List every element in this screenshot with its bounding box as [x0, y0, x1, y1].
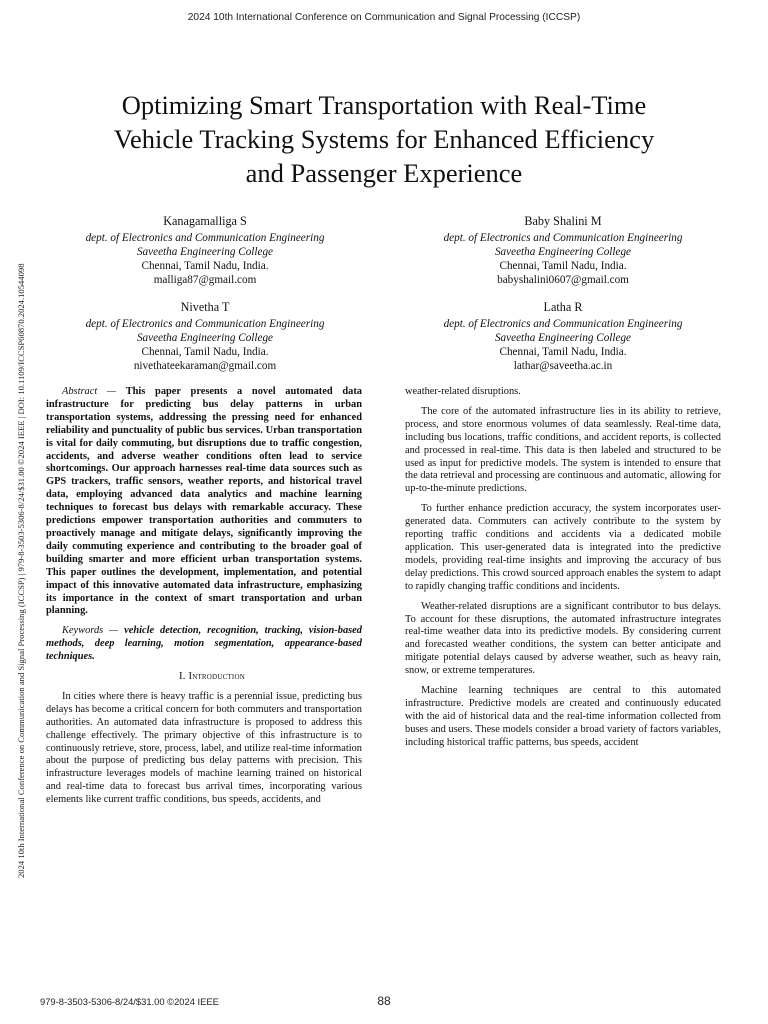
- footer-copyright: 979-8-3503-5306-8/24/$31.00 ©2024 IEEE: [40, 996, 219, 1007]
- body-paragraph: The core of the automated infrastructure lies in its ability to retrieve, process, and store enormous volumes of data seamlessly. Real-time data, including bus locations, traffic conditions, and accident reports, is collected and processed in real-time. This data is then labeled and structured to be used as input for predictive models. The system is intended to ensure that the data retrieval and processing are continuous and automatic, allowing for up-to-the-minute predictions.: [405, 405, 721, 495]
- body-paragraph: In cities where there is heavy traffic is a perennial issue, predicting bus delays has become a critical concern for both commuters and transportation authorities. An automated data infrastructure is proposed to address this challenge effectively. The primary objective of this infrastructure is to continuously retrieve, store, process, label, and utilize real-time information about the purpose of predicting bus delay patterns with precision. This infrastructure leverages models of machine learning trained on historical and real-time data to forecast bus arrival times, incorporating various elements like current traffic conditions, bus speeds, accidents, and: [46, 690, 362, 806]
- title-line: Optimizing Smart Transportation with Real-Time: [121, 90, 647, 120]
- abstract-text: This paper presents a novel automated data infrastructure for predicting bus delay patterns in urban transportation systems, addressing the pressing need for enhanced reliability and punctuality of public bus services. Urban transportation is vital for daily commuting, but disruptions due to traffic congestion, accidents, and adverse weather conditions often lead to service shortcomings. Our approach harnesses real-time data sources such as GPS trackers, traffic sensors, weather reports, and historical travel data, employing advanced data analytics and machine learning techniques to forecast bus delays with remarkable accuracy. These predictions empower transportation authorities and commuters to proactively manage and mitigate delays, significantly improving the daily commuting experience and contributing to the broader goal of building smarter and more efficient urban transportation systems. This paper outlines the development, implementation, and potential impact of this innovative automated data infrastructure, emphasizing its importance in the context of smart transportation and urban planning.: [46, 386, 362, 617]
- author-name: Kanagamalliga S: [163, 214, 247, 228]
- author-block: [40, 214, 370, 287]
- author-city: Chennai, Tamil Nadu, India.: [141, 260, 269, 272]
- author-name: Latha R: [543, 300, 583, 314]
- keywords-text: vehicle detection, recognition, tracking, vision-based methods, deep learning, motion segmentation, appearance-based techniques.: [46, 625, 362, 663]
- author-block: [398, 300, 728, 373]
- author-email: malliga87@gmail.com: [153, 274, 257, 286]
- author-block: [40, 300, 370, 373]
- author-block: [398, 214, 728, 287]
- body-paragraph: Weather-related disruptions are a significant contributor to bus delays. To account for these disruptions, the automated infrastructure integrates real-time weather data into its predictive models. By considering current and forecasted weather conditions, the system can better anticipate and mitigate potential delays caused by adverse weather, such as heavy rain, snow, or extreme temperatures.: [405, 600, 721, 677]
- right-column: [405, 386, 721, 757]
- author-dept: dept. of Electronics and Communication Engineering: [443, 232, 683, 244]
- author-name: Baby Shalini M: [524, 214, 602, 228]
- author-dept: dept. of Electronics and Communication Engineering: [85, 232, 325, 244]
- author-college: Saveetha Engineering College: [494, 332, 632, 344]
- author-email: nivethateekaraman@gmail.com: [133, 360, 277, 372]
- author-name: Nivetha T: [180, 300, 230, 314]
- author-city: Chennai, Tamil Nadu, India.: [141, 346, 269, 358]
- abstract-label: Abstract —: [62, 386, 117, 397]
- author-email: babyshalini0607@gmail.com: [497, 274, 629, 286]
- author-dept: dept. of Electronics and Communication Engineering: [443, 318, 683, 330]
- author-dept: dept. of Electronics and Communication Engineering: [85, 318, 325, 330]
- author-city: Chennai, Tamil Nadu, India.: [499, 346, 627, 358]
- body-paragraph: weather-related disruptions.: [405, 386, 521, 397]
- title-line: and Passenger Experience: [245, 158, 523, 188]
- abstract: [46, 386, 362, 618]
- author-city: Chennai, Tamil Nadu, India.: [499, 260, 627, 272]
- paper-title: [40, 88, 728, 190]
- conference-header: 2024 10th International Conference on Communication and Signal Processing (ICCSP): [187, 12, 581, 23]
- left-column: [46, 386, 362, 814]
- body-paragraph: Machine learning techniques are central to this automated infrastructure. Predictive models are created and continuously educated with the aid of historical data and the real-time information collected from buses and users. These models consider a broad variety of factors variables, including historical traffic patterns, bus speeds, accident: [405, 685, 721, 748]
- keywords-label: Keywords —: [62, 625, 119, 637]
- page-number: 88: [377, 994, 391, 1008]
- author-college: Saveetha Engineering College: [494, 246, 632, 258]
- author-email: lathar@saveetha.ac.in: [513, 360, 613, 372]
- body-paragraph: To further enhance prediction accuracy, the system incorporates user-generated data. Commuters can actively contribute to the system by reporting traffic conditions and accidents via a dedicated mobile application. This user-generated data is integrated into the predictive models, providing real-time insights and improving the accuracy of bus delay predictions. This crowd sourced approach enables the system to adapt to rapidly changing traffic conditions and incidents.: [405, 503, 721, 592]
- author-college: Saveetha Engineering College: [136, 246, 274, 258]
- title-line: Vehicle Tracking Systems for Enhanced Efficiency: [113, 124, 655, 154]
- keywords: [46, 625, 362, 664]
- doi-side-strip: 2024 10th International Conference on Communication and Signal Processing (ICCSP) | 979-8-3503-5306-8/24/$31.00 ©2024 IEEE | DOI: 10.1109/ICCSP60870.2024.10544098: [16, 263, 26, 878]
- section-heading: I. Introduction: [179, 671, 245, 683]
- author-college: Saveetha Engineering College: [136, 332, 274, 344]
